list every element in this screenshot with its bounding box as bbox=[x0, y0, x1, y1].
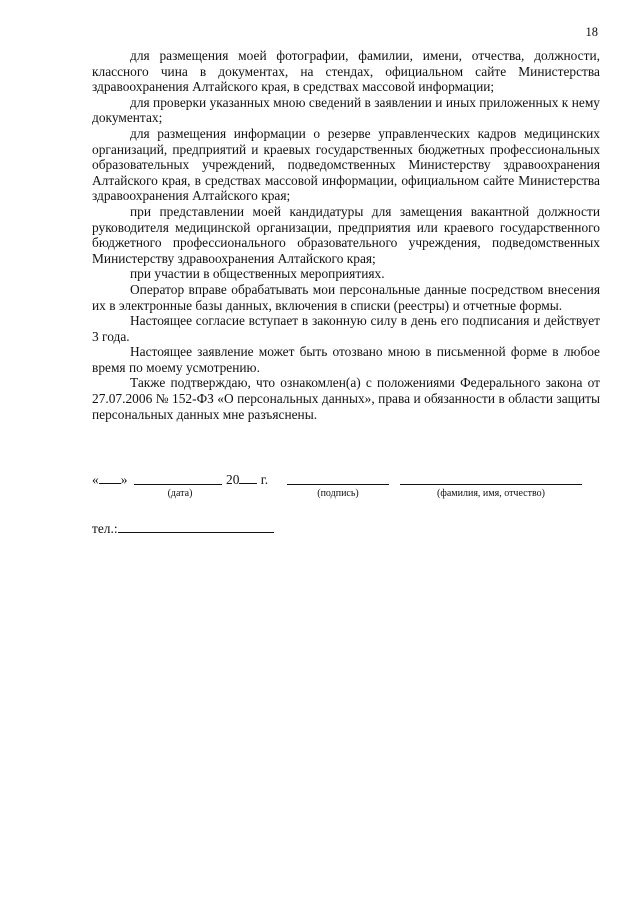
consent-text bbox=[92, 48, 600, 422]
paragraph-validity: Настоящее согласие вступает в законную силу в день его подписания и действует 3 года. bbox=[92, 313, 600, 344]
full-name-caption: (фамилия, имя, отчество) bbox=[437, 488, 545, 499]
signature-row bbox=[0, 470, 640, 510]
paragraph-operator-rights: Оператор вправе обрабатывать мои персональные данные посредством внесения их в электронные базы данных, включения в списки (реестры) и отчетные формы. bbox=[92, 281, 600, 313]
month-line bbox=[134, 484, 222, 485]
full-name-line[interactable] bbox=[400, 484, 582, 485]
year-field[interactable] bbox=[226, 470, 268, 488]
year-suffix: г. bbox=[260, 472, 269, 487]
paragraph-candidacy: при представлении моей кандидатуры для замещения вакантной должности руководителя медицинской организации, предприятия или краевого государственного бюджетного профессионального образовательного учреждения, подведомственных Министерству здравоохранения Алтайского края; bbox=[92, 203, 600, 266]
close-quote: » bbox=[120, 472, 128, 487]
paragraph-public-events: при участии в общественных мероприятиях. bbox=[130, 266, 385, 282]
paragraph-verification: для проверки указанных мною сведений в заявлении и иных приложенных к нему документах; bbox=[92, 94, 600, 126]
phone-line bbox=[118, 519, 274, 533]
date-caption: (дата) bbox=[167, 488, 193, 499]
signature-caption: (подпись) bbox=[317, 488, 359, 499]
day-line bbox=[99, 470, 121, 484]
open-quote: « bbox=[92, 472, 99, 487]
phone-field[interactable] bbox=[92, 519, 274, 537]
phone-label: тел.: bbox=[92, 521, 118, 536]
paragraph-revocation: Настоящее заявление может быть отозвано мною в письменной форме в любое время по моему усмотрению. bbox=[92, 344, 600, 375]
paragraph-photo-placement: для размещения моей фотографии, фамилии, имени, отчества, должности, классного чина в документах, на стендах, официальном сайте Министерства здравоохранения Алтайского края, в средствах массовой информации; bbox=[92, 48, 600, 95]
signature-line[interactable] bbox=[287, 484, 389, 485]
page-number: 18 bbox=[585, 25, 598, 39]
date-field[interactable] bbox=[92, 470, 127, 488]
paragraph-reserve-info: для размещения информации о резерве управленческих кадров медицинских организаций, предприятий и краевых государственных бюджетных профессиональных образовательных учреждений, подведомственных Министерству здравоохранения Алтайского края, в средствах массовой информации, официальном сайте Министерства здравоохранения Алтайского края; bbox=[92, 125, 600, 204]
year-prefix: 20 bbox=[226, 472, 240, 487]
year-line bbox=[239, 470, 257, 484]
paragraph-law-acknowledgement: Также подтверждаю, что ознакомлен(а) с положениями Федерального закона от 27.07.2006 № 152-ФЗ «О персональных данных», права и обязанности в области защиты персональных данных мне разъяснены. bbox=[92, 375, 600, 422]
